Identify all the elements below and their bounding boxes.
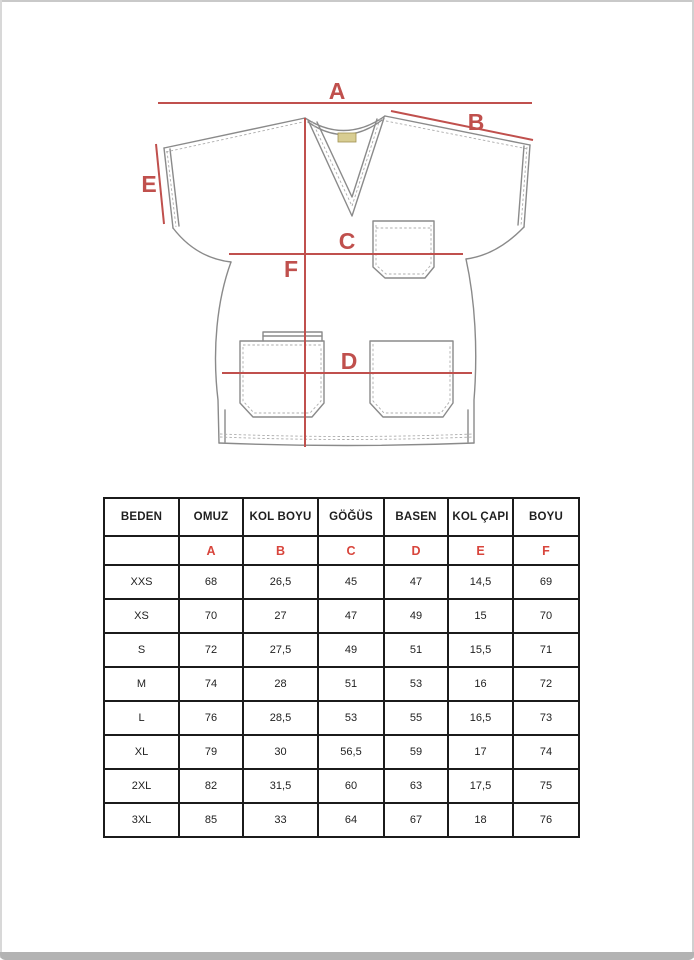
value-cell: 49 — [318, 633, 384, 667]
measure-letter-row — [104, 536, 579, 565]
measurement-lines — [156, 103, 533, 447]
measure-letter-cell: A — [179, 536, 243, 565]
measurement-label-b: B — [467, 109, 485, 135]
value-cell: 26,5 — [243, 565, 318, 599]
value-cell: 71 — [513, 633, 579, 667]
table-row-xxs — [104, 565, 579, 599]
lower-right-pocket — [370, 341, 453, 417]
measure-letter-cell: C — [318, 536, 384, 565]
value-cell: 64 — [318, 803, 384, 837]
measurement-line-e — [156, 144, 164, 224]
value-cell: 33 — [243, 803, 318, 837]
value-cell: 45 — [318, 565, 384, 599]
left-side-seam — [216, 262, 231, 443]
measure-letter-cell: F — [513, 536, 579, 565]
measurement-label-c: C — [338, 228, 356, 254]
table-row-l — [104, 701, 579, 735]
value-cell: 73 — [513, 701, 579, 735]
value-cell: 56,5 — [318, 735, 384, 769]
size-cell: S — [104, 633, 179, 667]
value-cell: 76 — [513, 803, 579, 837]
size-cell: XS — [104, 599, 179, 633]
value-cell: 15,5 — [448, 633, 513, 667]
value-cell: 75 — [513, 769, 579, 803]
column-header-kol-capi: KOL ÇAPI — [448, 498, 513, 536]
left-underarm — [173, 228, 231, 262]
value-cell: 55 — [384, 701, 448, 735]
hem-bottom — [219, 443, 474, 446]
value-cell: 67 — [384, 803, 448, 837]
size-cell: XXS — [104, 565, 179, 599]
right-underarm — [466, 227, 524, 259]
column-header-omuz: OMUZ — [179, 498, 243, 536]
value-cell: 76 — [179, 701, 243, 735]
value-cell: 74 — [513, 735, 579, 769]
measure-letter-cell: D — [384, 536, 448, 565]
size-cell: L — [104, 701, 179, 735]
value-cell: 69 — [513, 565, 579, 599]
measure-letter-cell: B — [243, 536, 318, 565]
measure-letter-cell — [104, 536, 179, 565]
value-cell: 74 — [179, 667, 243, 701]
value-cell: 16,5 — [448, 701, 513, 735]
value-cell: 17,5 — [448, 769, 513, 803]
value-cell: 47 — [318, 599, 384, 633]
left-shoulder-seam — [164, 118, 305, 148]
value-cell: 17 — [448, 735, 513, 769]
size-cell: 2XL — [104, 769, 179, 803]
value-cell: 28 — [243, 667, 318, 701]
lower-left-pocket — [240, 341, 324, 417]
neck-tag — [338, 133, 356, 142]
value-cell: 51 — [318, 667, 384, 701]
value-cell: 47 — [384, 565, 448, 599]
size-cell: M — [104, 667, 179, 701]
value-cell: 27 — [243, 599, 318, 633]
value-cell: 60 — [318, 769, 384, 803]
size-table — [103, 497, 580, 838]
value-cell: 51 — [384, 633, 448, 667]
value-cell: 72 — [513, 667, 579, 701]
column-header-kol-boyu: KOL BOYU — [243, 498, 318, 536]
value-cell: 30 — [243, 735, 318, 769]
value-cell: 82 — [179, 769, 243, 803]
right-shoulder-seam — [385, 116, 530, 145]
size-cell: XL — [104, 735, 179, 769]
stitching-lines — [166, 119, 528, 440]
right-sleeve-cuff — [524, 145, 530, 227]
measurement-label-f: F — [283, 256, 299, 282]
chest-pocket — [373, 221, 434, 278]
scrub-top-outline — [164, 116, 530, 446]
measure-letter-cell: E — [448, 536, 513, 565]
measurement-label-a: A — [328, 78, 346, 104]
size-cell: 3XL — [104, 803, 179, 837]
value-cell: 53 — [318, 701, 384, 735]
measurement-label-e: E — [141, 171, 157, 197]
value-cell: 27,5 — [243, 633, 318, 667]
value-cell: 18 — [448, 803, 513, 837]
column-header-beden: BEDEN — [104, 498, 179, 536]
page-edge-bottom — [0, 952, 694, 960]
value-cell: 72 — [179, 633, 243, 667]
header-row — [104, 498, 579, 536]
value-cell: 70 — [179, 599, 243, 633]
value-cell: 28,5 — [243, 701, 318, 735]
column-header-boyu: BOYU — [513, 498, 579, 536]
value-cell: 31,5 — [243, 769, 318, 803]
column-header-basen: BASEN — [384, 498, 448, 536]
table-row-xl — [104, 735, 579, 769]
value-cell: 15 — [448, 599, 513, 633]
value-cell: 16 — [448, 667, 513, 701]
table-row-2xl — [104, 769, 579, 803]
table-row-s — [104, 633, 579, 667]
table-row-3xl — [104, 803, 579, 837]
value-cell: 85 — [179, 803, 243, 837]
value-cell: 63 — [384, 769, 448, 803]
value-cell: 79 — [179, 735, 243, 769]
measurement-label-d: D — [340, 348, 358, 374]
value-cell: 70 — [513, 599, 579, 633]
value-cell: 14,5 — [448, 565, 513, 599]
table-row-xs — [104, 599, 579, 633]
column-header-gogus: GÖĞÜS — [318, 498, 384, 536]
value-cell: 68 — [179, 565, 243, 599]
value-cell: 59 — [384, 735, 448, 769]
table-row-m — [104, 667, 579, 701]
value-cell: 53 — [384, 667, 448, 701]
value-cell: 49 — [384, 599, 448, 633]
